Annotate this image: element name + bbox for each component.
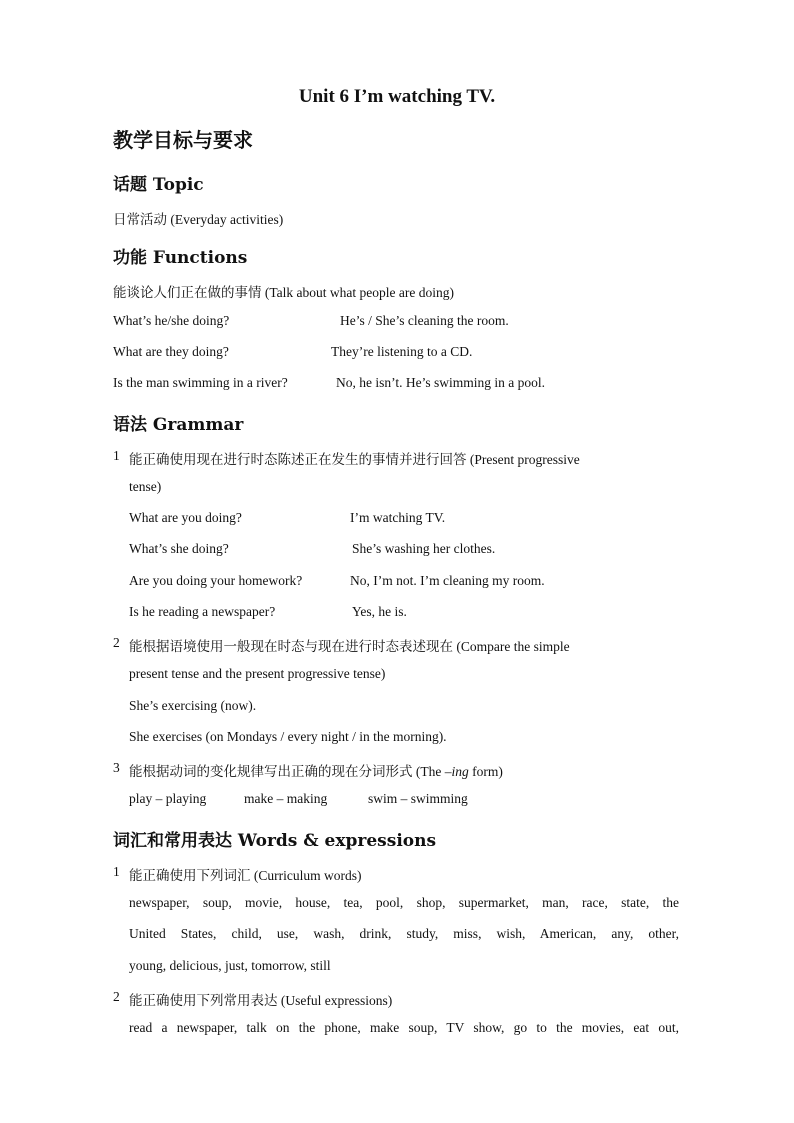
example-sentence: She’s exercising (now). [129,698,257,713]
verb-form-example: swim – swimming [368,791,468,806]
expressions-line: read a newspaper, talk on the phone, make soup, TV show, go to the movies, eat out, [129,1020,679,1035]
words-item-1-text: 能正确使用下列词汇 (Curriculum words) [129,868,362,883]
list-number: 2 [113,635,120,650]
grammar-item-2-text: 能根据语境使用一般现在时态与现在进行时态表述现在 (Compare the simple [129,639,570,654]
grammar-heading: 语法 Grammar [113,415,244,435]
grammar-item-2-cont: present tense and the present progressive tense) [129,666,386,681]
example-answer: I’m watching TV. [350,510,446,525]
functions-intro: 能谈论人们正在做的事情 (Talk about what people are doing) [113,285,454,300]
functions-question: Is the man swimming in a river? [113,375,288,390]
example-question: Are you doing your homework? [129,573,303,588]
page-title: Unit 6 I’m watching TV. [298,86,496,107]
functions-question: What are they doing? [113,344,229,359]
verb-form-example: make – making [244,791,328,806]
topic-heading: 话题 Topic [113,175,204,195]
grammar-item-1-text: 能正确使用现在进行时态陈述正在发生的事情并进行回答 (Present progressive [129,452,580,467]
grammar-item-3-text: 能根据动词的变化规律写出正确的现在分词形式 (The –ing form) [129,764,503,779]
verb-form-example: play – playing [129,791,207,806]
example-question: What are you doing? [129,510,242,525]
list-number: 1 [113,864,120,879]
words-heading: 词汇和常用表达 Words & expressions [113,831,437,851]
list-number: 1 [113,448,120,463]
functions-heading: 功能 Functions [113,248,248,268]
example-answer: She’s washing her clothes. [352,541,496,556]
example-question: What’s she doing? [129,541,229,556]
example-sentence: She exercises (on Mondays / every night / in the morning). [129,729,447,744]
words-item-2-text: 能正确使用下列常用表达 (Useful expressions) [129,993,393,1008]
topic-text: 日常活动 (Everyday activities) [113,212,284,227]
example-answer: Yes, he is. [352,604,407,619]
functions-answer: They’re listening to a CD. [331,344,473,359]
vocabulary-line: newspaper, soup, movie, house, tea, pool, shop, supermarket, man, race, state, the [129,895,679,910]
section-heading-objectives: 教学目标与要求 [113,128,253,152]
example-answer: No, I’m not. I’m cleaning my room. [350,573,545,588]
vocabulary-line: United States, child, use, wash, drink, study, miss, wish, American, any, other, [129,926,679,941]
functions-answer: No, he isn’t. He’s swimming in a pool. [336,375,545,390]
vocabulary-line: young, delicious, just, tomorrow, still [129,958,331,973]
functions-question: What’s he/she doing? [113,313,230,328]
list-number: 2 [113,989,120,1004]
functions-answer: He’s / She’s cleaning the room. [340,313,509,328]
list-number: 3 [113,760,120,775]
example-question: Is he reading a newspaper? [129,604,276,619]
grammar-item-1-cont: tense) [129,479,162,494]
